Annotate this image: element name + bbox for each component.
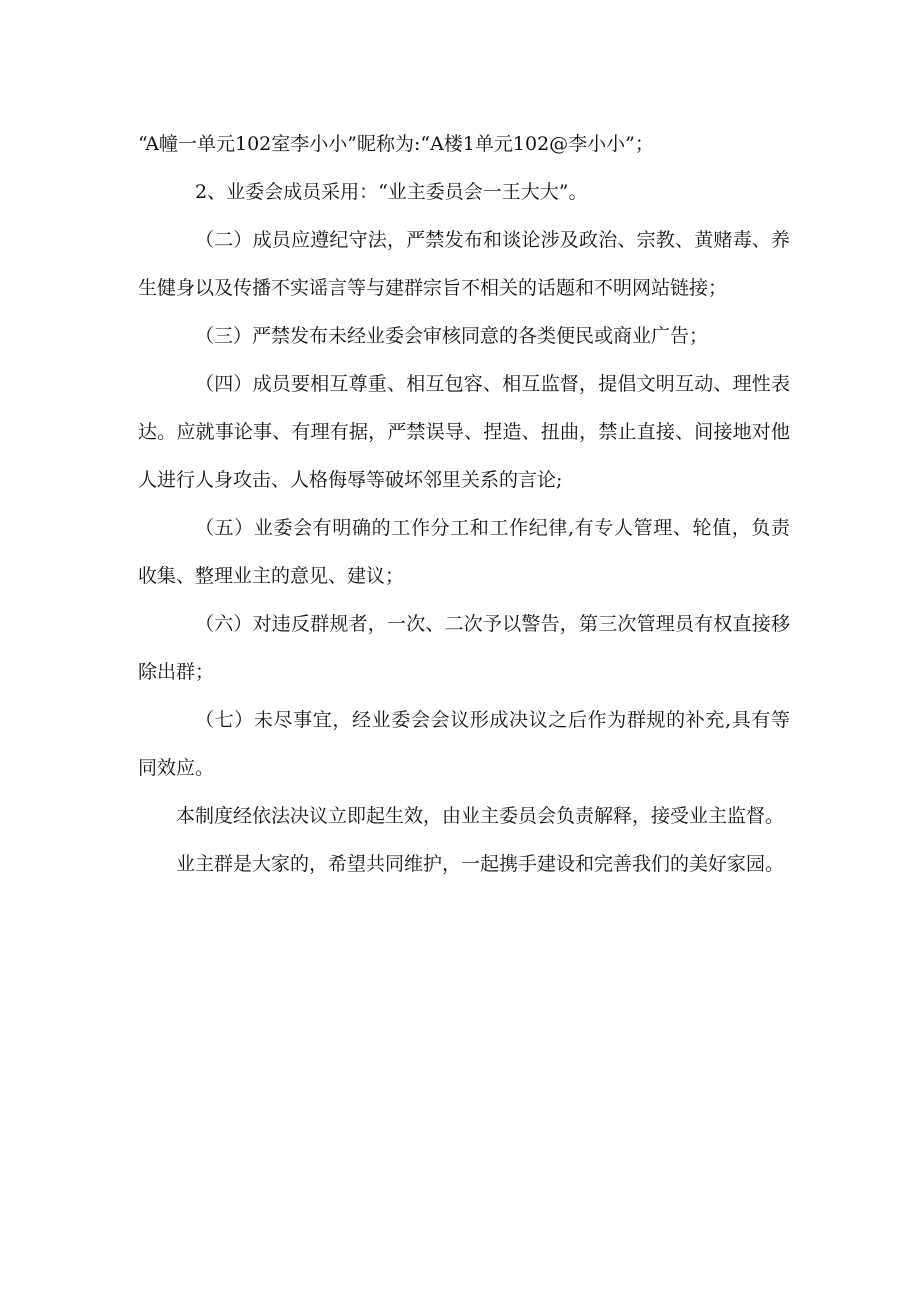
paragraph-rule-5: （五）业委会有明确的工作分工和工作纪律,有专人管理、轮值，负责收集、整理业主的意见、建议； — [138, 517, 790, 587]
paragraph-nickname-example: “A幢一单元102室李小小”昵称为:“A楼1单元102@李小小”； — [138, 133, 654, 155]
paragraph-rule-2: （二）成员应遵纪守法，严禁发布和谈论涉及政治、宗教、黄赌毒、养生健身以及传播不实谣言等与建群宗旨不相关的话题和不明网站链接； — [138, 229, 790, 299]
paragraph-rule-4: （四）成员要相互尊重、相互包容、相互监督，提倡文明互动、理性表达。应就事论事、有理有据，严禁误导、捏造、扭曲，禁止直接、间接地对他人进行人身攻击、人格侮辱等破坏邻里关系的言论; — [138, 373, 790, 491]
paragraph-rule-3: （三）严禁发布未经业委会审核同意的各类便民或商业广告； — [195, 325, 709, 347]
paragraph-committee-naming: 2、业委会成员采用：“业主委员会一王大大”。 — [195, 181, 588, 203]
paragraph-rule-6: （六）对违反群规者，一次、二次予以警告，第三次管理员有权直接移除出群； — [138, 613, 790, 683]
paragraph-closing: 业主群是大家的，希望共同维护，一起携手建设和完善我们的美好家园。 — [176, 853, 785, 875]
document-body — [138, 120, 790, 888]
paragraph-rule-7: （七）未尽事宜，经业委会会议形成决议之后作为群规的补充,具有等同效应。 — [138, 709, 790, 779]
paragraph-effectiveness: 本制度经依法决议立即起生效，由业主委员会负责解释，接受业主监督。 — [176, 805, 785, 827]
